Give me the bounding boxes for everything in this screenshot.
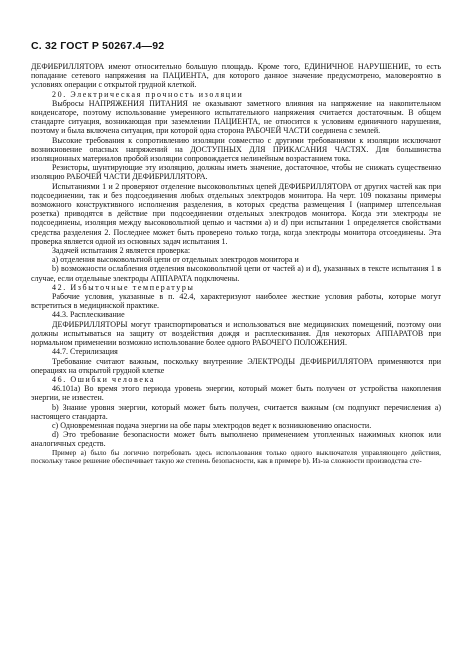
list-item: а) отделения высоковольтной цепи от отдельных электродов монитора и [52, 255, 299, 265]
paragraph: ДЕФИБРИЛЛЯТОРЫ могут транспортироваться и использоваться вне медицинских помещений, поэтому они должны испытываться на защиту от воздействия дождя и расплескивания. Для некоторых АППАРАТОВ при нормальном применении возможно использование более одного РАБОЧЕГО ПОЛОЖЕНИЯ. [31, 319, 441, 348]
list-item: 46.101а) Во время этого периода уровень энергии, который может быть получен от устройства накопления энергии, не известен. [31, 384, 441, 403]
paragraph: Задачей испытания 2 является проверка: [52, 246, 191, 256]
section-heading: 44.3. Расплескивание [52, 310, 125, 320]
list-item: d) Это требование безопасности может быть выполнено применением утопленных нажимных кнопок или аналогичных средств. [31, 430, 441, 449]
paragraph: Требование считают важным, поскольку внутренние ЭЛЕКТРОДЫ ДЕФИБРИЛЛЯТОРА применяются при операциях на открытой грудной клетке [31, 356, 441, 375]
list-item: b) Знание уровня энергии, который может быть получен, считается важным (см подпункт перечисления а) настоящего стандарта. [31, 402, 441, 421]
document-body [31, 62, 441, 465]
paragraph: Испытаниями 1 и 2 проверяют отделение высоковольтных цепей ДЕФИБРИЛЛЯТОРА от других частей как при подсоединении, так и без подсоединения любых отдельных электродов монитора. На черт. 109 показаны примеры возможного конструктивного исполнения разделения, в которых средства размещения I (например штепсельная розетка) приводятся в действие при подсоединении отдельных электродов монитора. Когда эти электроды не подсоединены, изоляция между высоковольтной цепью и частями а) и d) при испытании 1 определяется свойствами средства разделения 2. Последнее может быть проверено только тогда, когда электроды монитора отсоединены. Эта проверка является одной из основных задач испытания 1. [31, 181, 441, 246]
paragraph: ДЕФИБРИЛЛЯТОРА имеют относительно большую площадь. Кроме того, ЕДИНИЧНОЕ НАРУШЕНИЕ, то есть попадание сетевого напряжения на ПАЦИЕНТА, для которого данное значение предусмотрено, маловероятно в условиях операции с открытой грудной клеткой. [31, 62, 441, 90]
section-heading: 46. Ошибки человека [52, 374, 156, 384]
paragraph: Выбросы НАПРЯЖЕНИЯ ПИТАНИЯ не оказывают заметного влияния на напряжение на накопительном конденсаторе, поэтому использование умеренного испытательного напряжения считается достаточным. В общем стандарте ситуация, возникающая при заземлении ПАЦИЕНТА, не относится к условиям единичного нарушения, поэтому и была включена ситуация, при которой одна сторона РАБОЧЕЙ ЧАСТИ соединена с землей. [31, 98, 441, 136]
paragraph: Резисторы, шунтирующие эту изоляцию, должны иметь значение, достаточное, чтобы не снижать существенно изоляцию РАБОЧЕЙ ЧАСТИ ДЕФИБРИЛЛЯТОРА. [31, 163, 441, 182]
list-item: с) Одновременная подача энергии на обе пары электродов ведет к возникновению опасности. [52, 420, 372, 430]
section-heading: 44.7. Стерилизация [52, 347, 118, 357]
paragraph: Рабочие условия, указанные в п. 42.4, характеризуют наиболее жесткие условия работы, которые могут встретиться в медицинской практике. [31, 292, 441, 311]
list-item: b) возможности ослабления отделения высоковольтной цепи от частей а) и d), указанных в тексте испытания 1 в случае, если отдельные электроды АППАРАТА подключены. [31, 264, 441, 283]
page-header: С. 32 ГОСТ Р 50267.4—92 [31, 40, 165, 52]
note-paragraph: Пример а) было бы логично потребовать здесь использования только одного выключателя управляющего действия, поскольку такое решение обеспечивает такую же степень безопасности, как в примере b). Из-за сложности производства сте- [31, 447, 441, 465]
section-heading: 20. Электрическая прочность изоляции [52, 89, 244, 99]
section-heading: 42. Избыточные температуры [52, 282, 195, 292]
paragraph: Высокие требования к сопротивлению изоляции совместно с другими требованиями к изоляции исключают возникновение опасных напряжений на ДОСТУПНЫХ ДЛЯ ПРИКАСАНИЯ ЧАСТЯХ. Для большинства изоляционных материалов пробой изоляции сопровождается нелинейным возрастанием тока. [31, 135, 441, 164]
